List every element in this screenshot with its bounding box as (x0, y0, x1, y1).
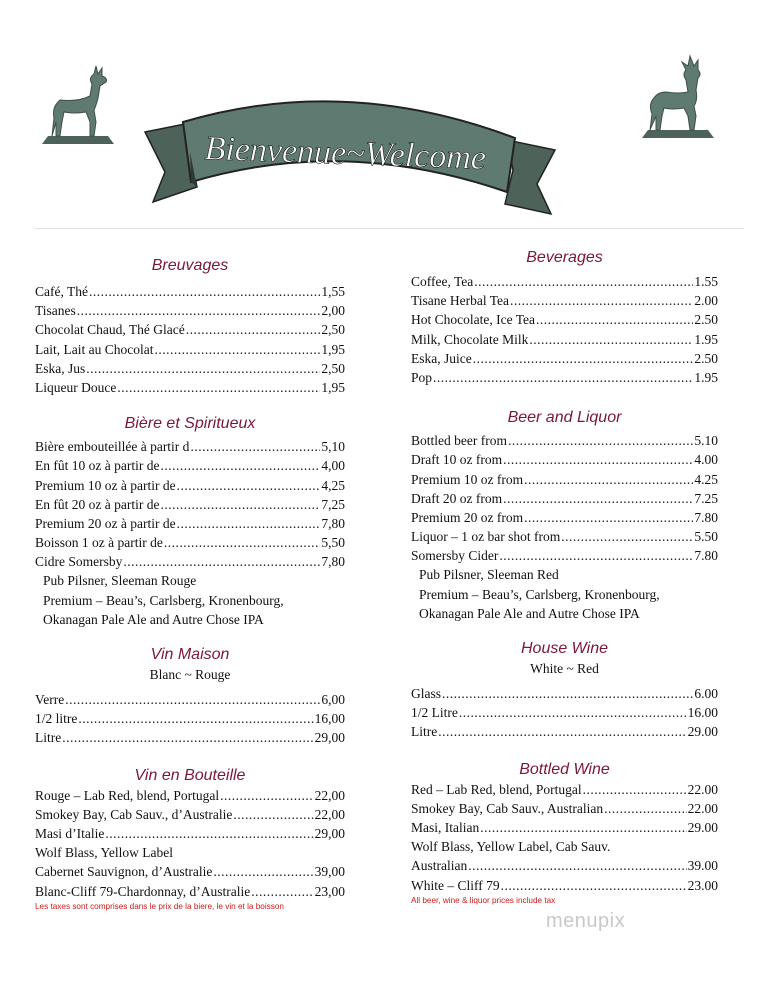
menu-item (35, 709, 345, 728)
menu-item-name: Litre (411, 724, 438, 740)
menu-item-name: Cidre Somersby (35, 554, 123, 570)
menu-item (411, 349, 718, 368)
menu-item-price: 2,00 (321, 303, 345, 319)
menu-item-price: 22,00 (314, 787, 345, 803)
menu-item-name: Coffee, Tea (411, 274, 474, 289)
dot-leader (213, 862, 313, 881)
section-title-biere: Bière et Spiritueux (124, 415, 256, 433)
menu-item-price: 7.80 (694, 509, 718, 525)
menu-item-name: Draft 20 oz from (411, 490, 503, 506)
menu-item (411, 272, 718, 291)
dot-leader (123, 552, 320, 571)
menu-item-price: 4.25 (694, 471, 718, 487)
menu-item-price: 5,10 (321, 439, 345, 455)
beer-brand-note: Premium – Beau’s, Carlsberg, Kronenbourg, (43, 592, 284, 608)
menu-item (411, 330, 718, 349)
dot-leader (164, 533, 321, 552)
menu-item-price: 4.00 (694, 452, 718, 468)
menu-item-price: 22,00 (314, 806, 345, 822)
breuvages-list (35, 282, 345, 397)
menu-item (35, 456, 345, 475)
dot-leader (536, 310, 693, 329)
menu-item-name: Cabernet Sauvignon, d’Australie (35, 864, 213, 880)
menu-item-name: Australian (411, 858, 468, 874)
menu-item-price: 16,00 (314, 711, 345, 727)
menu-item (411, 470, 718, 489)
section-title-bottled-wine: Bottled Wine (519, 760, 610, 778)
menu-item (35, 437, 345, 456)
dot-leader (186, 320, 321, 339)
tax-footnote-en: All beer, wine & liquor prices include tax (411, 895, 556, 905)
menu-item (35, 359, 345, 378)
vin-maison-list (35, 690, 345, 748)
menu-item-name: Smokey Bay, Cab Sauv., Australian (411, 800, 604, 816)
dot-leader (604, 799, 687, 818)
dot-leader (220, 786, 314, 805)
menu-item-name: Liqueur Douce (35, 379, 117, 395)
menu-item (411, 310, 718, 329)
menu-item-price: 6.00 (694, 686, 718, 701)
dot-leader (468, 856, 686, 875)
biere-list (35, 437, 345, 571)
menu-item-price: 5.50 (694, 529, 718, 545)
menu-item-name: Lait, Lait au Chocolat (35, 341, 154, 357)
section-title-beverages: Beverages (526, 249, 603, 266)
menu-item-name: Masi d’Italie (35, 825, 105, 841)
dot-leader (233, 805, 313, 824)
menu-item-price: 23,00 (314, 883, 345, 899)
vin-bouteille-list-2 (35, 862, 345, 900)
beer-brand-note: Pub Pilsner, Sleeman Rouge (43, 573, 197, 589)
menu-item (411, 856, 718, 875)
menu-item-name: Verre (35, 692, 65, 707)
menu-item-name: Tisane Herbal Tea (411, 293, 510, 309)
menu-item-name: Bottled beer from (411, 433, 507, 449)
menu-item-name: Blanc-Cliff 79-Chardonnay, d’Australie (35, 883, 251, 899)
menu-item (35, 728, 345, 747)
dot-leader (503, 450, 693, 469)
vin-maison-subtitle: Blanc ~ Rouge (149, 667, 231, 682)
dot-leader (503, 489, 693, 508)
menu-item-name: Premium 20 oz à partir de (35, 515, 176, 531)
menu-item (411, 489, 718, 508)
dot-leader (473, 349, 694, 368)
menu-item (411, 780, 718, 799)
menu-item-name: Café, Thé (35, 284, 88, 299)
menu-item-price: 7.80 (694, 548, 718, 564)
beer-notes (411, 565, 718, 623)
menu-item-price: 4,00 (321, 458, 345, 474)
menu-item (35, 805, 345, 824)
header-divider (34, 228, 744, 229)
menu-item-price: 1,95 (321, 341, 345, 357)
dot-leader (65, 690, 320, 709)
menu-item-price: 1.95 (694, 331, 718, 347)
beer-list (411, 431, 718, 565)
bottled-wine-list-2 (411, 856, 718, 894)
menu-item (35, 340, 345, 359)
menu-item (35, 533, 345, 552)
menu-item-price: 1,55 (321, 284, 345, 299)
dot-leader (510, 291, 693, 310)
menu-item-price: 39,00 (314, 864, 345, 880)
welcome-banner (135, 92, 565, 220)
menu-item-name: Rouge – Lab Red, blend, Portugal (35, 787, 220, 803)
menu-item-price: 2.50 (694, 312, 718, 328)
menu-item-name: Bière embouteillée à partir d (35, 439, 190, 455)
menu-item (35, 690, 345, 709)
menu-item-price: 29.00 (687, 724, 718, 740)
dot-leader (501, 876, 687, 895)
deer-left-icon (38, 60, 118, 150)
menu-item (35, 378, 345, 397)
menu-item-price: 2.50 (694, 350, 718, 366)
menu-item (411, 291, 718, 310)
menu-item-name: Premium 10 oz from (411, 471, 524, 487)
menu-item (411, 703, 718, 722)
menu-item-name: Eska, Jus (35, 360, 86, 376)
menu-item-name: Masi, Italian (411, 819, 480, 835)
menu-item (411, 799, 718, 818)
vin-bouteille-list (35, 786, 345, 844)
dot-leader (251, 882, 313, 901)
dot-leader (117, 378, 320, 397)
section-title-house-wine: House Wine (520, 640, 608, 657)
dot-leader (459, 703, 687, 722)
menu-item-price: 2,50 (321, 360, 345, 376)
menu-item (411, 546, 718, 565)
beverages-list (411, 272, 718, 387)
dot-leader (89, 282, 320, 301)
dot-leader (442, 684, 693, 703)
biere-notes (35, 571, 345, 629)
menu-item-name: Premium 10 oz à partir de (35, 477, 176, 493)
menu-item-name: Smokey Bay, Cab Sauv., d’Australie (35, 806, 233, 822)
menu-item (35, 514, 345, 533)
bottled-wine-list (411, 780, 718, 838)
menu-item (35, 786, 345, 805)
menu-item-price: 6,00 (321, 692, 345, 707)
menu-item (411, 527, 718, 546)
menu-item-price: 22.00 (687, 781, 718, 797)
menu-item-name: Draft 10 oz from (411, 452, 503, 468)
menu-item-name: Litre (35, 730, 62, 746)
menu-item-name: Tisanes (35, 303, 76, 319)
dot-leader (480, 818, 686, 837)
dot-leader (561, 527, 693, 546)
header (0, 0, 778, 225)
vin-bouteille-plain: Wolf Blass, Yellow Label (35, 845, 174, 861)
menu-item (35, 476, 345, 495)
menu-item-name: Premium 20 oz from (411, 509, 524, 525)
menu-item (411, 450, 718, 469)
dot-leader (77, 301, 321, 320)
menupix-watermark: menupix (546, 910, 626, 932)
menu-column-french (35, 248, 345, 913)
menu-item-price: 5,50 (321, 535, 345, 551)
menu-item (35, 882, 345, 901)
menu-item-name: Eska, Juice (411, 350, 472, 366)
menu-item-name: Milk, Chocolate Milk (411, 331, 529, 347)
beer-brand-note: Premium – Beau’s, Carlsberg, Kronenbourg, (419, 586, 660, 602)
dot-leader (433, 368, 693, 387)
menu-item-price: 22.00 (687, 800, 718, 816)
dot-leader (524, 508, 693, 527)
menu-item-name: Red – Lab Red, blend, Portugal (411, 781, 582, 797)
menu-item-price: 7.25 (694, 490, 718, 506)
menu-item (35, 320, 345, 339)
menu-item-price: 4,25 (321, 477, 345, 493)
menu-item-price: 2,50 (321, 322, 345, 338)
menu-item-name: Boisson 1 oz à partir de (35, 535, 163, 551)
menu-item-price: 1,95 (321, 379, 345, 395)
dot-leader (160, 456, 320, 475)
menu-item-price: 29,00 (314, 730, 345, 746)
dot-leader (438, 722, 686, 741)
dot-leader (529, 330, 693, 349)
menu-item (35, 282, 345, 301)
dot-leader (524, 470, 693, 489)
menu-item-price: 7,80 (321, 515, 345, 531)
menu-item (35, 552, 345, 571)
menu-item-name: En fût 10 oz à partir de (35, 458, 160, 474)
menu-item-name: Glass (411, 686, 441, 701)
tax-footnote-fr: Les taxes sont comprises dans le prix de la biere, le vin et la boisson (35, 901, 284, 911)
section-title-vin-bouteille: Vin en Bouteille (134, 766, 246, 784)
menu-item (411, 684, 718, 703)
section-title-vin-maison: Vin Maison (150, 646, 230, 663)
dot-leader (62, 728, 313, 747)
menu-item (411, 368, 718, 387)
menu-item (35, 495, 345, 514)
menu-item-name: Pop (411, 369, 433, 385)
menu-item-name: Hot Chocolate, Ice Tea (411, 312, 536, 328)
menu-item-price: 39.00 (687, 858, 718, 874)
dot-leader (177, 476, 321, 495)
dot-leader (105, 824, 313, 843)
menu-item (35, 301, 345, 320)
beer-brand-note: Okanagan Pale Ale and Autre Chose IPA (43, 611, 264, 627)
dot-leader (160, 495, 320, 514)
menu-item (411, 431, 718, 450)
house-wine-subtitle: White ~ Red (530, 661, 599, 676)
section-title-beer: Beer and Liquor (507, 409, 622, 427)
menu-item-name: En fût 20 oz à partir de (35, 496, 160, 512)
menu-column-english (411, 248, 718, 907)
menu-item (411, 818, 718, 837)
dot-leader (86, 359, 320, 378)
menu-item-price: 7,80 (321, 554, 345, 570)
section-title-breuvages: Breuvages (151, 257, 229, 274)
menu-item-price: 23.00 (687, 877, 718, 893)
menu-item-name: White – Cliff 79 (411, 877, 500, 893)
menu-item-name: 1/2 Litre (411, 705, 458, 721)
menu-item-price: 16.00 (687, 705, 718, 721)
house-wine-list (411, 684, 718, 742)
menu-item (411, 876, 718, 895)
menu-item (411, 722, 718, 741)
dot-leader (474, 272, 693, 291)
dot-leader (583, 780, 687, 799)
dot-leader (508, 431, 693, 450)
menu-item (411, 508, 718, 527)
deer-right-icon (638, 52, 718, 142)
menu-item-price: 7,25 (321, 496, 345, 512)
menu-item-name: 1/2 litre (35, 711, 78, 727)
banner-title: Bienvenue~Welcome (204, 130, 487, 177)
menu-item-price: 1.95 (694, 369, 718, 385)
menu-item (35, 862, 345, 881)
bottled-wine-plain: Wolf Blass, Yellow Label, Cab Sauv. (411, 839, 611, 855)
menu-item-name: Chocolat Chaud, Thé Glacé (35, 322, 185, 338)
dot-leader (190, 437, 320, 456)
beer-brand-note: Pub Pilsner, Sleeman Red (419, 567, 559, 583)
menu-item-price: 29,00 (314, 825, 345, 841)
dot-leader (499, 546, 693, 565)
menu-item-price: 29.00 (687, 819, 718, 835)
beer-brand-note: Okanagan Pale Ale and Autre Chose IPA (419, 605, 640, 621)
dot-leader (78, 709, 313, 728)
menu-item-name: Somersby Cider (411, 548, 499, 564)
menu-item-price: 2.00 (694, 293, 718, 309)
menu-item-price: 5.10 (694, 433, 718, 449)
menu-item-name: Liquor – 1 oz bar shot from (411, 529, 561, 545)
dot-leader (154, 340, 320, 359)
menu-item-price: 1.55 (694, 274, 718, 289)
menu-item (35, 824, 345, 843)
dot-leader (177, 514, 321, 533)
